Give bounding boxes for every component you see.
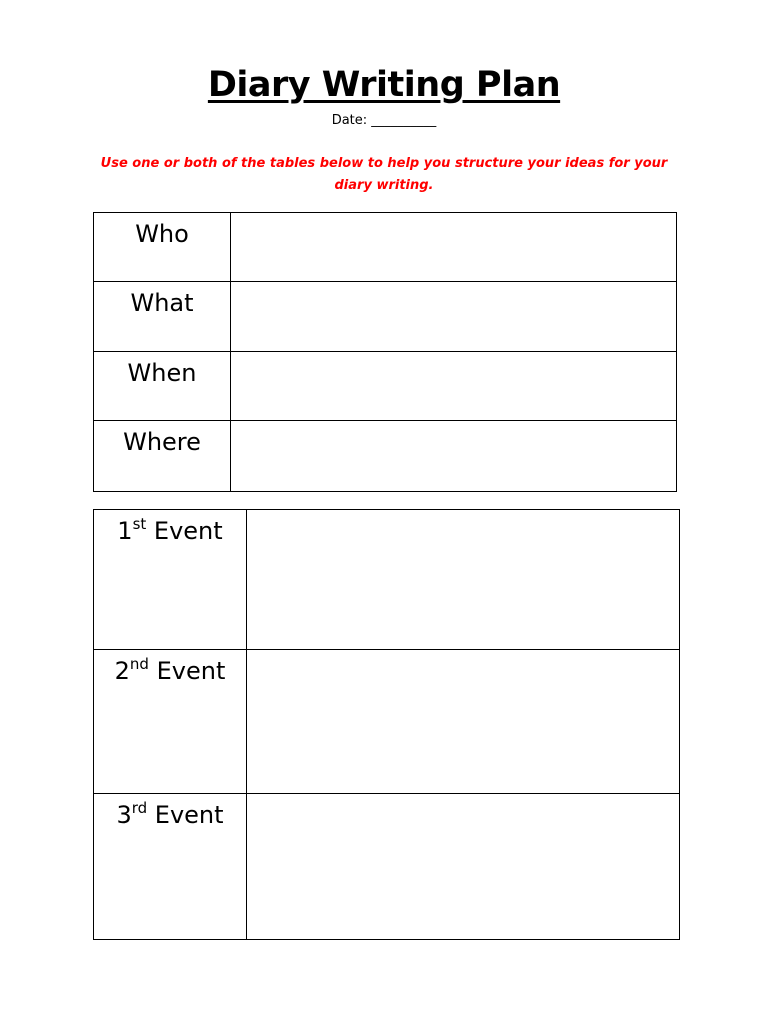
table-row-when xyxy=(94,352,677,421)
event-word: Event xyxy=(153,517,223,545)
row-label-event-1 xyxy=(94,510,246,547)
event-word: Event xyxy=(154,801,224,829)
row-label-cell xyxy=(94,352,231,421)
row-label-what: What xyxy=(130,289,194,317)
row-label-where: Where xyxy=(123,428,201,456)
table-row-event-2 xyxy=(94,650,680,794)
event-number: 3 xyxy=(116,801,132,829)
event-word: Event xyxy=(156,657,226,685)
table-row-where xyxy=(94,421,677,492)
row-label-event-3 xyxy=(94,794,246,831)
row-label-cell xyxy=(94,794,247,940)
event-number: 2 xyxy=(114,657,130,685)
date-field: Date: __________ xyxy=(331,113,437,128)
answer-cell-event-1[interactable] xyxy=(247,510,680,650)
answer-cell-when[interactable] xyxy=(231,352,677,421)
row-label-cell xyxy=(94,421,231,492)
answer-cell-where[interactable] xyxy=(231,421,677,492)
answer-cell-event-2[interactable] xyxy=(247,650,680,794)
answer-cell-who[interactable] xyxy=(231,213,677,282)
table-row-event-1 xyxy=(94,510,680,650)
row-label-event-2 xyxy=(94,650,246,687)
table-row-what xyxy=(94,282,677,352)
event-ordinal-suffix: nd xyxy=(129,655,149,673)
row-label-cell xyxy=(94,282,231,352)
page-title xyxy=(0,62,768,108)
page-title-text: Diary Writing Plan xyxy=(207,65,561,105)
answer-cell-event-3[interactable] xyxy=(247,794,680,940)
instructions-text: Use one or both of the tables below to help you structure your ideas for your diary writing. xyxy=(100,156,668,193)
answer-cell-what[interactable] xyxy=(231,282,677,352)
row-label-who: Who xyxy=(135,220,189,248)
row-label-cell xyxy=(94,213,231,282)
row-label-when: When xyxy=(127,359,197,387)
table-row-event-3 xyxy=(94,794,680,940)
events-table xyxy=(93,509,680,940)
event-number: 1 xyxy=(117,517,133,545)
event-ordinal-suffix: st xyxy=(132,515,147,533)
row-label-cell xyxy=(94,650,247,794)
who-what-when-where-table xyxy=(93,212,677,492)
table-row-who xyxy=(94,213,677,282)
event-ordinal-suffix: rd xyxy=(131,799,148,817)
row-label-cell xyxy=(94,510,247,650)
